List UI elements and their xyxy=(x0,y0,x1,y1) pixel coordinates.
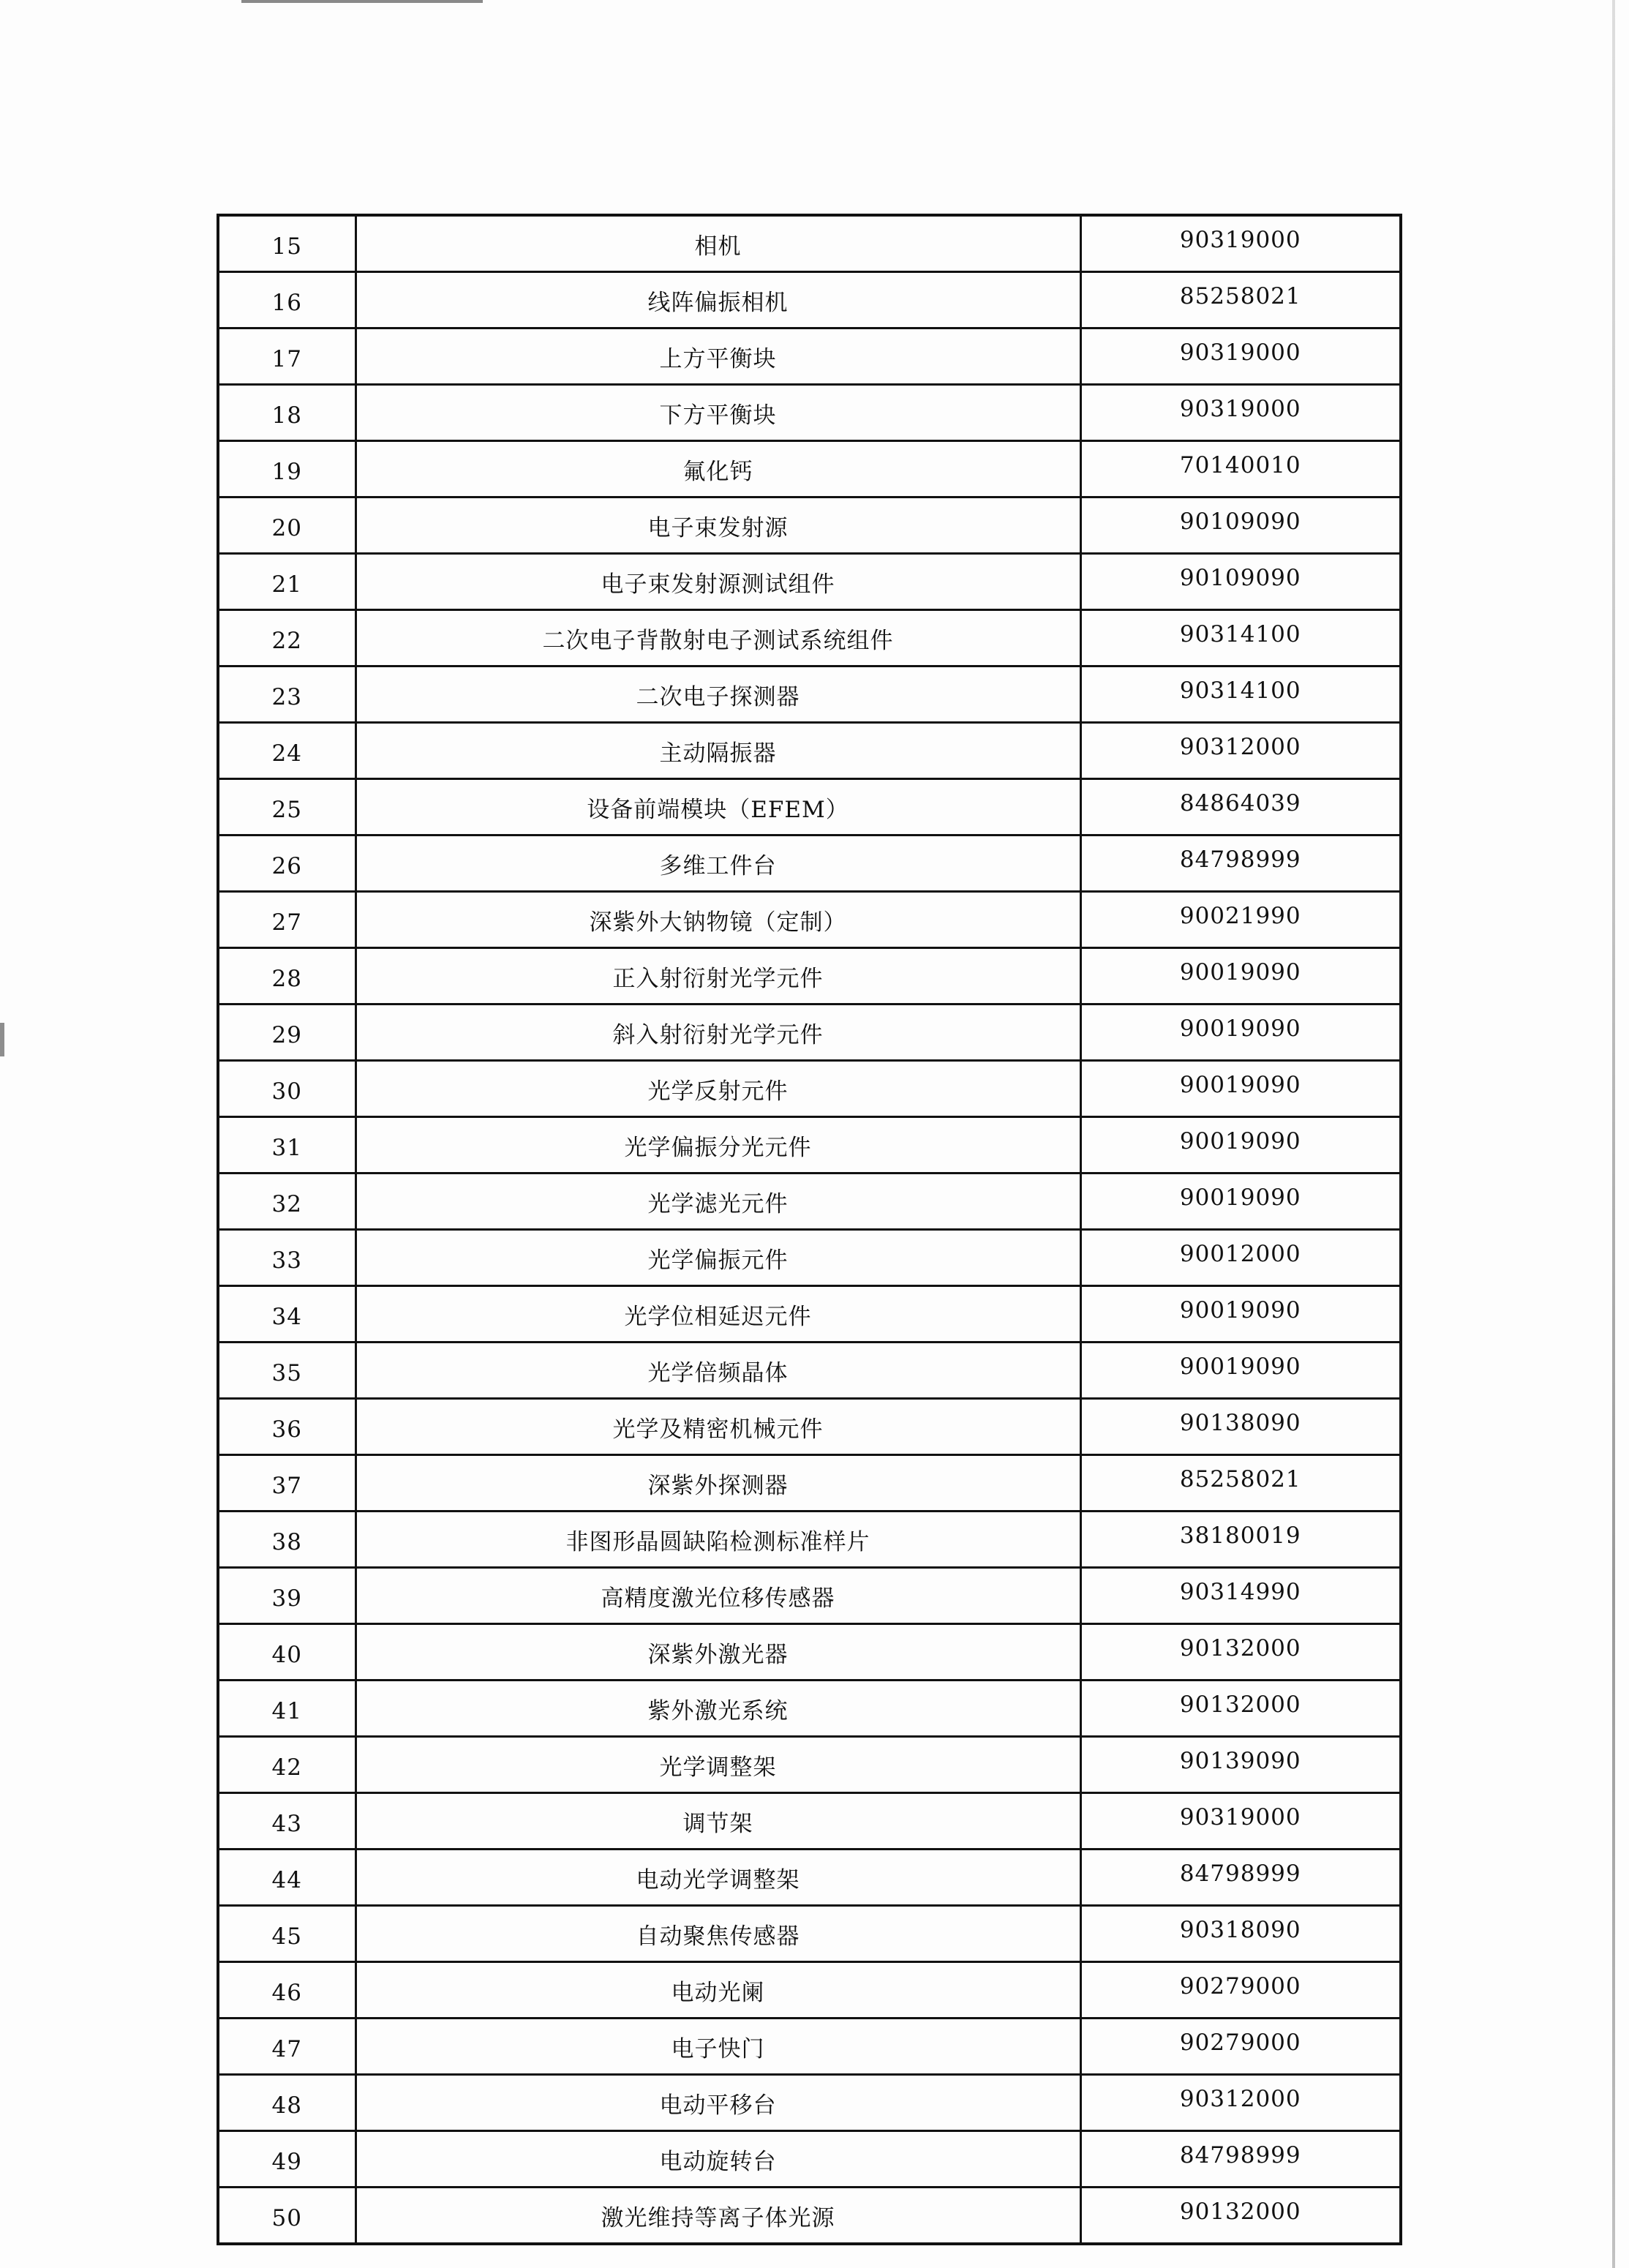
hs-code: 90314100 xyxy=(1080,666,1401,723)
row-number: 23 xyxy=(218,666,355,723)
goods-name: 非图形晶圆缺陷检测标准样片 xyxy=(355,1512,1080,1568)
goods-name: 电子快门 xyxy=(355,2019,1080,2075)
goods-table xyxy=(217,214,1402,2245)
hs-code: 90109090 xyxy=(1080,554,1401,610)
hs-code: 90312000 xyxy=(1080,2075,1401,2131)
row-number: 34 xyxy=(218,1286,355,1343)
table-row xyxy=(218,1624,1401,1681)
goods-name: 光学调整架 xyxy=(355,1737,1080,1793)
goods-name: 紫外激光系统 xyxy=(355,1681,1080,1737)
table-row xyxy=(218,1117,1401,1174)
scan-top-edge xyxy=(241,0,483,3)
row-number: 36 xyxy=(218,1399,355,1455)
goods-name: 高精度激光位移传感器 xyxy=(355,1568,1080,1624)
row-number: 24 xyxy=(218,723,355,779)
table-row xyxy=(218,610,1401,666)
row-number: 26 xyxy=(218,836,355,892)
table-row xyxy=(218,666,1401,723)
row-number: 40 xyxy=(218,1624,355,1681)
row-number: 30 xyxy=(218,1061,355,1117)
row-number: 45 xyxy=(218,1906,355,1962)
row-number: 50 xyxy=(218,2188,355,2245)
row-number: 44 xyxy=(218,1850,355,1906)
table-row xyxy=(218,1005,1401,1061)
table-row xyxy=(218,2188,1401,2245)
row-number: 38 xyxy=(218,1512,355,1568)
goods-name: 深紫外激光器 xyxy=(355,1624,1080,1681)
row-number: 41 xyxy=(218,1681,355,1737)
row-number: 19 xyxy=(218,441,355,497)
hs-code: 85258021 xyxy=(1080,272,1401,328)
goods-name: 电动平移台 xyxy=(355,2075,1080,2131)
table-row xyxy=(218,328,1401,385)
table-row xyxy=(218,2075,1401,2131)
goods-name: 电动旋转台 xyxy=(355,2131,1080,2188)
scan-left-mark xyxy=(0,1023,4,1056)
table-row xyxy=(218,1174,1401,1230)
row-number: 37 xyxy=(218,1455,355,1512)
table-row xyxy=(218,215,1401,272)
table-row xyxy=(218,1568,1401,1624)
goods-name: 主动隔振器 xyxy=(355,723,1080,779)
goods-name: 电动光阑 xyxy=(355,1962,1080,2019)
hs-code: 90319000 xyxy=(1080,385,1401,441)
goods-name: 正入射衍射光学元件 xyxy=(355,948,1080,1005)
hs-code: 90109090 xyxy=(1080,497,1401,554)
goods-table-body xyxy=(218,215,1401,2244)
table-row xyxy=(218,2131,1401,2188)
goods-name: 激光维持等离子体光源 xyxy=(355,2188,1080,2245)
goods-name: 线阵偏振相机 xyxy=(355,272,1080,328)
row-number: 15 xyxy=(218,215,355,272)
goods-name: 相机 xyxy=(355,215,1080,272)
goods-name: 光学滤光元件 xyxy=(355,1174,1080,1230)
row-number: 22 xyxy=(218,610,355,666)
hs-code: 90132000 xyxy=(1080,2188,1401,2245)
hs-code: 84798999 xyxy=(1080,836,1401,892)
row-number: 49 xyxy=(218,2131,355,2188)
row-number: 21 xyxy=(218,554,355,610)
row-number: 47 xyxy=(218,2019,355,2075)
table-row xyxy=(218,1681,1401,1737)
table-row xyxy=(218,497,1401,554)
row-number: 39 xyxy=(218,1568,355,1624)
table-row xyxy=(218,1399,1401,1455)
table-row xyxy=(218,723,1401,779)
goods-name: 电子束发射源测试组件 xyxy=(355,554,1080,610)
hs-code: 90019090 xyxy=(1080,1174,1401,1230)
table-row xyxy=(218,385,1401,441)
goods-name: 光学偏振元件 xyxy=(355,1230,1080,1286)
goods-name: 下方平衡块 xyxy=(355,385,1080,441)
table-row xyxy=(218,554,1401,610)
row-number: 42 xyxy=(218,1737,355,1793)
table-row xyxy=(218,1286,1401,1343)
table-row xyxy=(218,1343,1401,1399)
hs-code: 90132000 xyxy=(1080,1624,1401,1681)
hs-code: 90319000 xyxy=(1080,1793,1401,1850)
table-row xyxy=(218,1455,1401,1512)
row-number: 46 xyxy=(218,1962,355,2019)
row-number: 32 xyxy=(218,1174,355,1230)
goods-name: 氟化钙 xyxy=(355,441,1080,497)
goods-name: 光学位相延迟元件 xyxy=(355,1286,1080,1343)
row-number: 17 xyxy=(218,328,355,385)
hs-code: 90279000 xyxy=(1080,1962,1401,2019)
hs-code: 90019090 xyxy=(1080,1005,1401,1061)
goods-name: 光学及精密机械元件 xyxy=(355,1399,1080,1455)
hs-code: 84798999 xyxy=(1080,1850,1401,1906)
table-row xyxy=(218,836,1401,892)
table-row xyxy=(218,892,1401,948)
table-row xyxy=(218,272,1401,328)
table-row xyxy=(218,1962,1401,2019)
hs-code: 90314100 xyxy=(1080,610,1401,666)
hs-code: 90019090 xyxy=(1080,1286,1401,1343)
hs-code: 90319000 xyxy=(1080,215,1401,272)
goods-name: 电子束发射源 xyxy=(355,497,1080,554)
table-row xyxy=(218,948,1401,1005)
hs-code: 90314990 xyxy=(1080,1568,1401,1624)
row-number: 29 xyxy=(218,1005,355,1061)
hs-code: 90312000 xyxy=(1080,723,1401,779)
table-row xyxy=(218,441,1401,497)
table-row xyxy=(218,779,1401,836)
hs-code: 70140010 xyxy=(1080,441,1401,497)
hs-code: 90021990 xyxy=(1080,892,1401,948)
row-number: 35 xyxy=(218,1343,355,1399)
row-number: 25 xyxy=(218,779,355,836)
hs-code: 90318090 xyxy=(1080,1906,1401,1962)
table-row xyxy=(218,1850,1401,1906)
goods-name: 光学偏振分光元件 xyxy=(355,1117,1080,1174)
hs-code: 90019090 xyxy=(1080,1117,1401,1174)
hs-code: 90319000 xyxy=(1080,328,1401,385)
goods-name: 斜入射衍射光学元件 xyxy=(355,1005,1080,1061)
table-row xyxy=(218,1737,1401,1793)
hs-code: 38180019 xyxy=(1080,1512,1401,1568)
goods-name: 二次电子探测器 xyxy=(355,666,1080,723)
goods-name: 光学倍频晶体 xyxy=(355,1343,1080,1399)
goods-name: 设备前端模块（EFEM） xyxy=(355,779,1080,836)
goods-name: 深紫外探测器 xyxy=(355,1455,1080,1512)
goods-name: 自动聚焦传感器 xyxy=(355,1906,1080,1962)
hs-code: 85258021 xyxy=(1080,1455,1401,1512)
goods-name: 深紫外大钠物镜（定制） xyxy=(355,892,1080,948)
hs-code: 90012000 xyxy=(1080,1230,1401,1286)
hs-code: 90138090 xyxy=(1080,1399,1401,1455)
table-row xyxy=(218,2019,1401,2075)
table-row xyxy=(218,1906,1401,1962)
row-number: 48 xyxy=(218,2075,355,2131)
table-row xyxy=(218,1512,1401,1568)
hs-code: 90132000 xyxy=(1080,1681,1401,1737)
row-number: 27 xyxy=(218,892,355,948)
scan-right-edge xyxy=(1612,0,1615,2268)
row-number: 43 xyxy=(218,1793,355,1850)
row-number: 28 xyxy=(218,948,355,1005)
hs-code: 84798999 xyxy=(1080,2131,1401,2188)
row-number: 33 xyxy=(218,1230,355,1286)
row-number: 16 xyxy=(218,272,355,328)
hs-code: 90019090 xyxy=(1080,1061,1401,1117)
goods-name: 调节架 xyxy=(355,1793,1080,1850)
goods-name: 二次电子背散射电子测试系统组件 xyxy=(355,610,1080,666)
goods-name: 光学反射元件 xyxy=(355,1061,1080,1117)
goods-name: 电动光学调整架 xyxy=(355,1850,1080,1906)
hs-code: 90279000 xyxy=(1080,2019,1401,2075)
hs-code: 90019090 xyxy=(1080,1343,1401,1399)
goods-name: 多维工件台 xyxy=(355,836,1080,892)
row-number: 31 xyxy=(218,1117,355,1174)
hs-code: 84864039 xyxy=(1080,779,1401,836)
goods-name: 上方平衡块 xyxy=(355,328,1080,385)
hs-code: 90139090 xyxy=(1080,1737,1401,1793)
table-row xyxy=(218,1793,1401,1850)
row-number: 18 xyxy=(218,385,355,441)
hs-code: 90019090 xyxy=(1080,948,1401,1005)
table-row xyxy=(218,1230,1401,1286)
row-number: 20 xyxy=(218,497,355,554)
table-row xyxy=(218,1061,1401,1117)
